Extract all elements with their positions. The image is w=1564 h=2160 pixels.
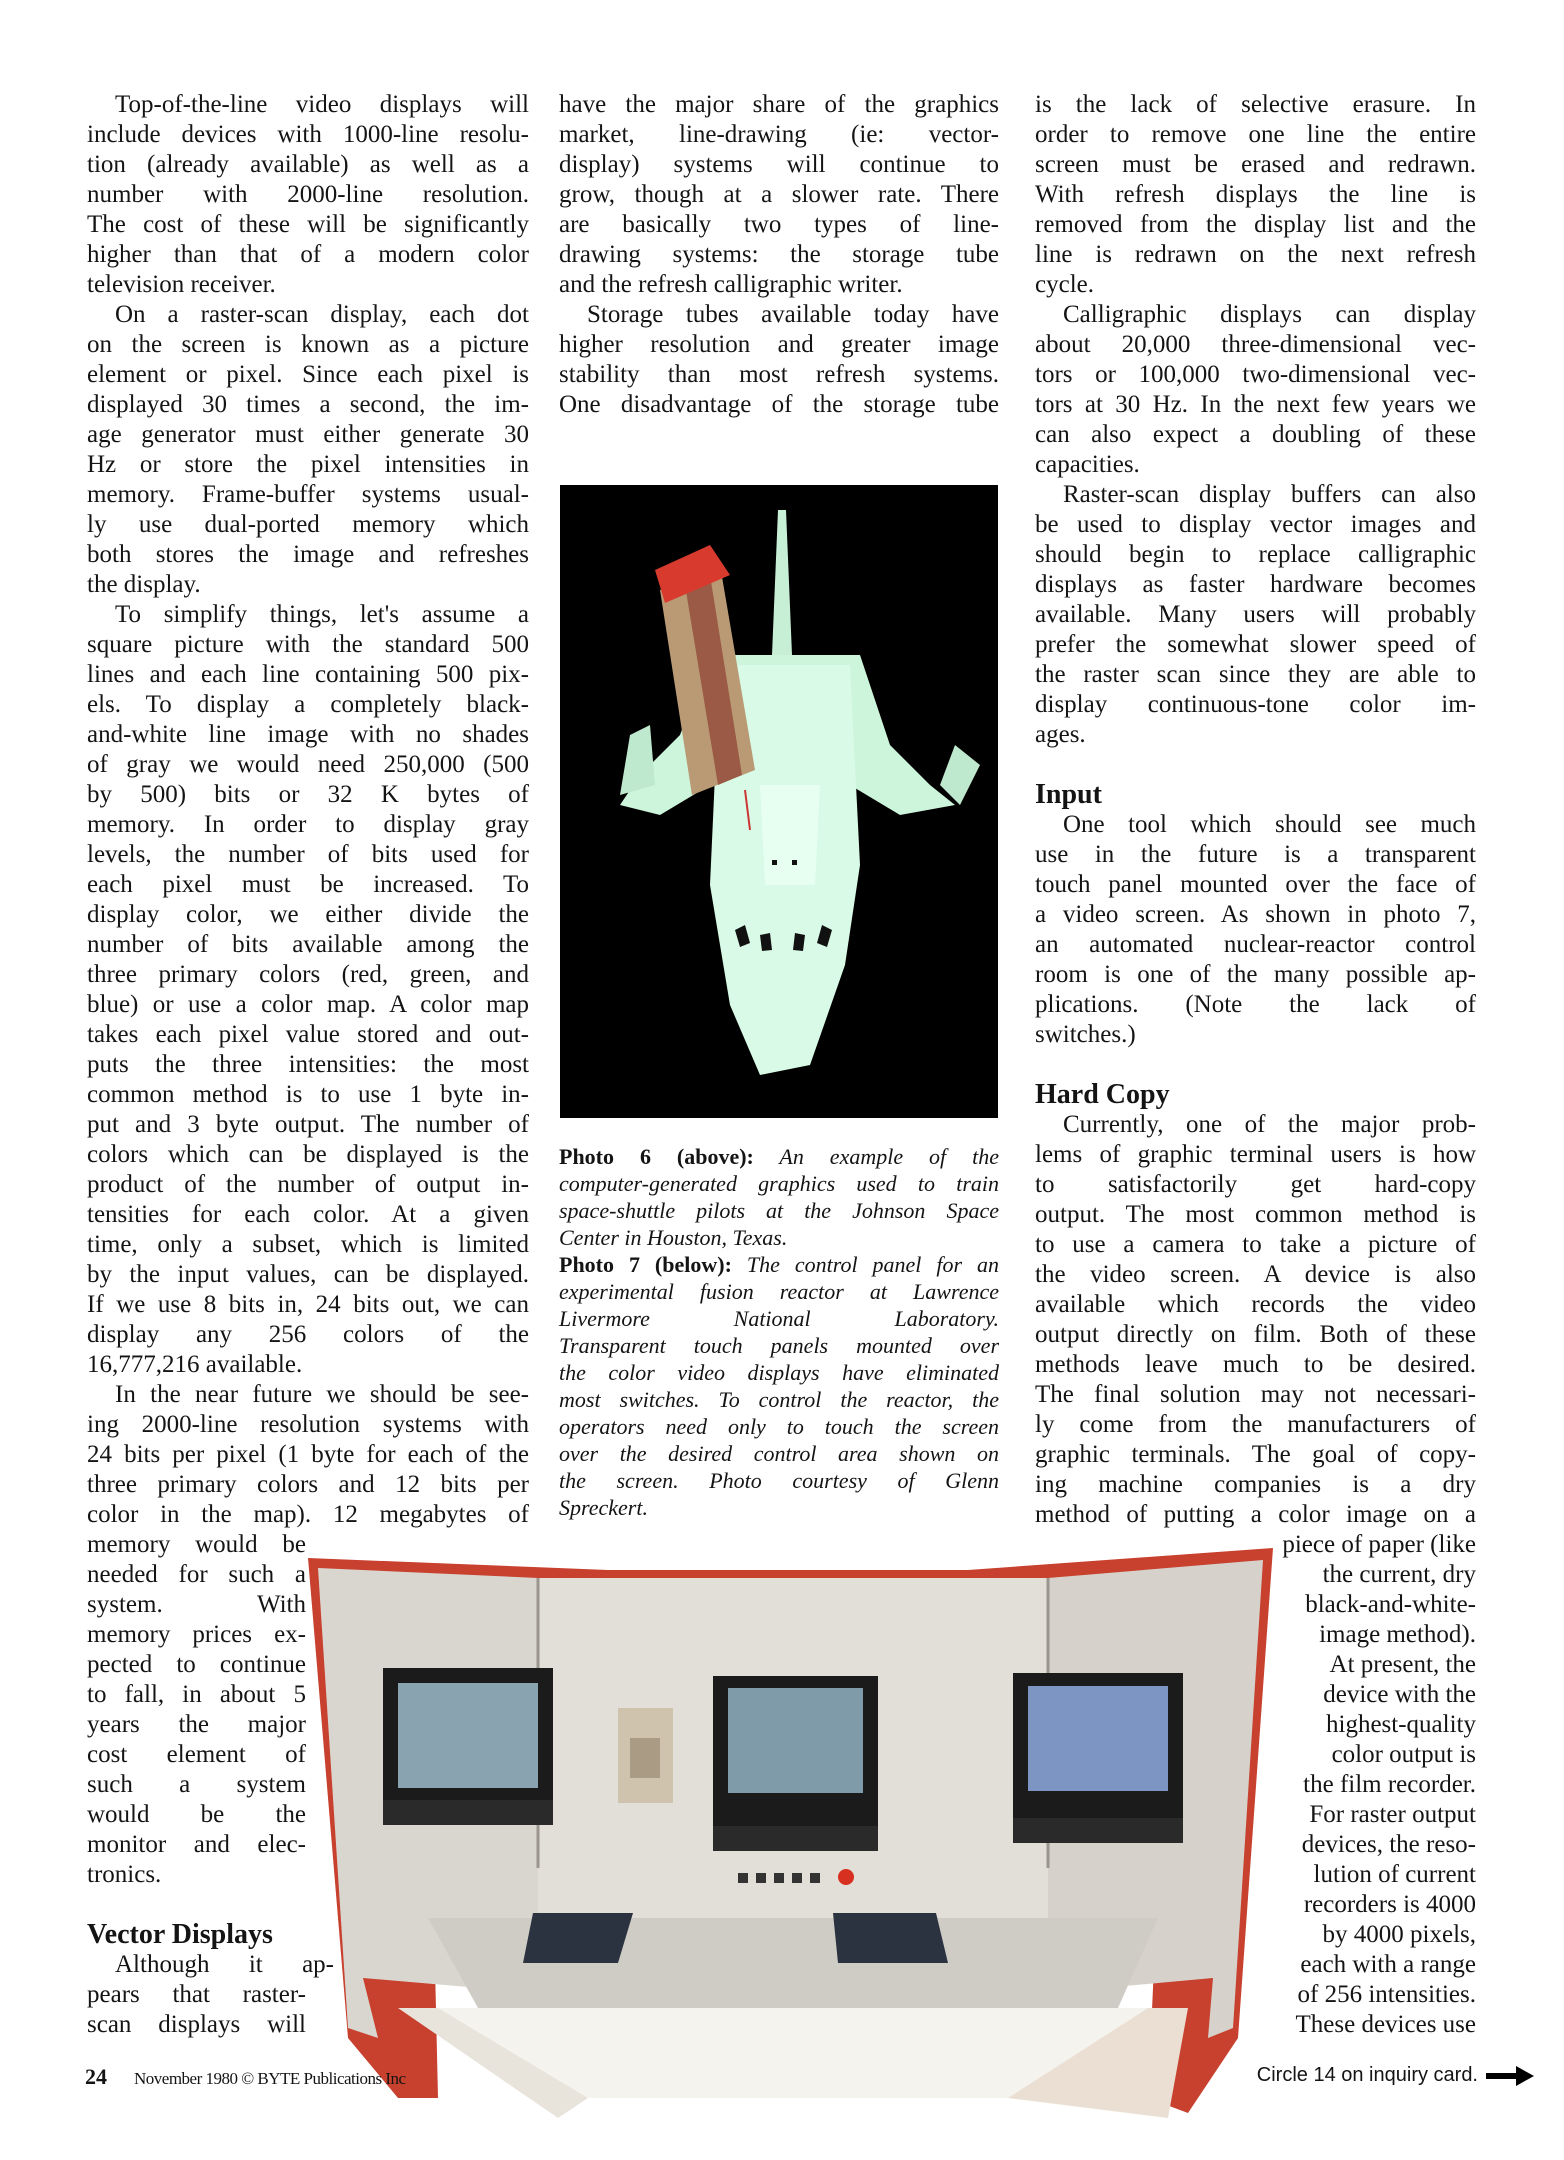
- paragraph-line: use in the future is a transparent: [1035, 841, 1476, 868]
- paragraph-line: room is one of the many possible ap-: [1035, 961, 1476, 988]
- caption-line: [559, 1440, 999, 1467]
- paragraph-line: color in the map). 12 megabytes of: [87, 1501, 529, 1528]
- paragraph-line: ing machine companies is a dry: [1035, 1471, 1476, 1498]
- paragraph-line: For raster output: [1309, 1801, 1476, 1828]
- caption-line: [559, 1332, 999, 1359]
- paragraph-line: recorders is 4000: [1303, 1891, 1476, 1918]
- paragraph-line: plications. (Note the lack of: [1035, 991, 1476, 1018]
- photo-7-control-panel: [308, 1538, 1278, 2128]
- inquiry-text: Circle 14 on inquiry card.: [1256, 2064, 1478, 2086]
- paragraph-line: pected to continue: [87, 1651, 306, 1678]
- paragraph-line: such a system: [87, 1771, 306, 1798]
- paragraph-line: on the screen is known as a picture: [87, 331, 529, 358]
- paragraph-line: and-white line image with no shades: [87, 721, 529, 748]
- paragraph-line: puts the three intensities: the most: [87, 1051, 529, 1078]
- paragraph-line: number of bits available among the: [87, 931, 529, 958]
- paragraph-line: needed for such a: [87, 1561, 306, 1588]
- paragraph-line: graphic terminals. The goal of copy-: [1035, 1441, 1476, 1468]
- paragraph-line: an automated nuclear-reactor control: [1035, 931, 1476, 958]
- caption-line: [559, 1386, 999, 1413]
- caption-text: most switches. To control the reactor, the: [559, 1387, 999, 1412]
- caption-line: [559, 1305, 999, 1332]
- paragraph-line: number with 2000-line resolution.: [87, 181, 529, 208]
- paragraph-line: The final solution may not necessari-: [1035, 1381, 1476, 1408]
- paragraph-line: If we use 8 bits in, 24 bits out, we can: [87, 1291, 529, 1318]
- paragraph-line: available. Many users will probably: [1035, 601, 1476, 628]
- paragraph-line: Raster-scan display buffers can also: [1063, 481, 1476, 508]
- photo-caption: [559, 1143, 999, 1521]
- caption-text: Livermore National Laboratory.: [559, 1306, 999, 1331]
- section-heading: Hard Copy: [1035, 1079, 1170, 1110]
- paragraph-line: tors or 100,000 two-dimensional vec-: [1035, 361, 1476, 388]
- paragraph-line: Currently, one of the major prob-: [1063, 1111, 1476, 1138]
- paragraph-line: the display.: [87, 571, 201, 598]
- paragraph-line: a video screen. As shown in photo 7,: [1035, 901, 1476, 928]
- publication-info: November 1980 © BYTE Publications Inc: [134, 2069, 406, 2088]
- paragraph-line: switches.): [1035, 1021, 1136, 1048]
- paragraph-line: by 500) bits or 32 K bytes of: [87, 781, 529, 808]
- paragraph-line: Calligraphic displays can display: [1063, 301, 1476, 328]
- paragraph-line: memory. Frame-buffer systems usual-: [87, 481, 529, 508]
- paragraph-line: Storage tubes available today have: [587, 301, 999, 328]
- caption-text: the screen. Photo courtesy of Glenn: [559, 1468, 999, 1493]
- paragraph-line: At present, the: [1329, 1651, 1476, 1678]
- paragraph-line: the film recorder.: [1303, 1771, 1476, 1798]
- paragraph-line: have the major share of the graphics: [559, 91, 999, 118]
- paragraph-line: touch panel mounted over the face of: [1035, 871, 1476, 898]
- paragraph-line: In the near future we should be see-: [115, 1381, 529, 1408]
- paragraph-line: tion (already available) as well as a: [87, 151, 529, 178]
- paragraph-line: capacities.: [1035, 451, 1140, 478]
- paragraph-line: These devices use: [1295, 2011, 1476, 2038]
- caption-label: Photo 6 (above):: [559, 1144, 754, 1169]
- paragraph-line: memory. In order to display gray: [87, 811, 529, 838]
- paragraph-line: the video screen. A device is also: [1035, 1261, 1476, 1288]
- caption-line: [559, 1494, 999, 1521]
- paragraph-line: devices, the reso-: [1301, 1831, 1476, 1858]
- paragraph-line: displayed 30 times a second, the im-: [87, 391, 529, 418]
- paragraph-line: device with the: [1323, 1681, 1476, 1708]
- paragraph-line: would be the: [87, 1801, 306, 1828]
- paragraph-line: cost element of: [87, 1741, 306, 1768]
- paragraph-line: by 4000 pixels,: [1322, 1921, 1476, 1948]
- paragraph-line: age generator must either generate 30: [87, 421, 529, 448]
- caption-text: Center in Houston, Texas.: [559, 1225, 788, 1250]
- paragraph-line: Although it ap-: [115, 1951, 334, 1978]
- paragraph-line: output directly on film. Both of these: [1035, 1321, 1476, 1348]
- paragraph-line: lution of current: [1313, 1861, 1476, 1888]
- paragraph-line: levels, the number of bits used for: [87, 841, 529, 868]
- caption-line: [559, 1467, 999, 1494]
- paragraph-line: each with a range: [1300, 1951, 1476, 1978]
- paragraph-line: should begin to replace calligraphic: [1035, 541, 1476, 568]
- paragraph-line: color output is: [1331, 1741, 1476, 1768]
- paragraph-line: and the refresh calligraphic writer.: [559, 271, 903, 298]
- paragraph-line: the current, dry: [1322, 1561, 1476, 1588]
- paragraph-line: lems of graphic terminal users is how: [1035, 1141, 1476, 1168]
- paragraph-line: are basically two types of line-: [559, 211, 999, 238]
- paragraph-line: image method).: [1319, 1621, 1476, 1648]
- caption-line: [559, 1251, 999, 1278]
- paragraph-line: With refresh displays the line is: [1035, 181, 1476, 208]
- caption-line: [559, 1278, 999, 1305]
- caption-line: [559, 1143, 999, 1170]
- paragraph-line: grow, though at a slower rate. There: [559, 181, 999, 208]
- paragraph-line: cycle.: [1035, 271, 1094, 298]
- paragraph-line: On a raster-scan display, each dot: [115, 301, 529, 328]
- paragraph-line: black-and-white-: [1305, 1591, 1476, 1618]
- paragraph-line: tronics.: [87, 1861, 162, 1888]
- paragraph-line: lines and each line containing 500 pix-: [87, 661, 529, 688]
- caption-text: experimental fusion reactor at Lawrence: [559, 1279, 999, 1304]
- paragraph-line: removed from the display list and the: [1035, 211, 1476, 238]
- paragraph-line: ages.: [1035, 721, 1086, 748]
- paragraph-line: higher than that of a modern color: [87, 241, 529, 268]
- caption-label: Photo 7 (below):: [559, 1252, 732, 1277]
- paragraph-line: drawing systems: the storage tube: [559, 241, 999, 268]
- paragraph-line: stability than most refresh systems.: [559, 361, 999, 388]
- paragraph-line: ly use dual-ported memory which: [87, 511, 529, 538]
- paragraph-line: common method is to use 1 byte in-: [87, 1081, 529, 1108]
- caption-text: Spreckert.: [559, 1495, 648, 1520]
- paragraph-line: tensities for each color. At a given: [87, 1201, 529, 1228]
- caption-text: space-shuttle pilots at the Johnson Space: [559, 1198, 999, 1223]
- paragraph-line: displays as faster hardware becomes: [1035, 571, 1476, 598]
- text-column-2: [559, 90, 999, 420]
- paragraph-line: 24 bits per pixel (1 byte for each of the: [87, 1441, 529, 1468]
- paragraph-line: highest-quality: [1326, 1711, 1476, 1738]
- paragraph-line: Top-of-the-line video displays will: [115, 91, 529, 118]
- caption-line: [559, 1170, 999, 1197]
- paragraph-line: three primary colors (red, green, and: [87, 961, 529, 988]
- reactor-control-console-graphic: [308, 1538, 1278, 2128]
- paragraph-line: by the input values, can be displayed.: [87, 1261, 529, 1288]
- inquiry-note: [1257, 2064, 1534, 2087]
- caption-text: operators need only to touch the screen: [559, 1414, 999, 1439]
- spacer: [1035, 1050, 1476, 1080]
- paragraph-line: output. The most common method is: [1035, 1201, 1476, 1228]
- paragraph-line: is the lack of selective erasure. In: [1035, 91, 1476, 118]
- caption-text: computer-generated graphics used to train: [559, 1171, 999, 1196]
- paragraph-line: scan displays will: [87, 2011, 306, 2038]
- caption-text: An example of the: [753, 1144, 999, 1169]
- paragraph-line: piece of paper (like: [1282, 1531, 1476, 1558]
- photo-6-space-shuttle: [560, 485, 998, 1118]
- paragraph-line: pears that raster-: [87, 1981, 306, 2008]
- paragraph-line: each pixel must be increased. To: [87, 871, 529, 898]
- paragraph-line: put and 3 byte output. The number of: [87, 1111, 529, 1138]
- caption-text: The control panel for an: [731, 1252, 999, 1277]
- paragraph-line: method of putting a color image on a: [1035, 1501, 1476, 1528]
- paragraph-line: prefer the somewhat slower speed of: [1035, 631, 1476, 658]
- paragraph-line: line is redrawn on the next refresh: [1035, 241, 1476, 268]
- paragraph-line: display any 256 colors of the: [87, 1321, 529, 1348]
- paragraph-line: to use a camera to take a picture of: [1035, 1231, 1476, 1258]
- paragraph-line: television receiver.: [87, 271, 276, 298]
- paragraph-line: Hz or store the pixel intensities in: [87, 451, 529, 478]
- paragraph-line: To simplify things, let's assume a: [115, 601, 529, 628]
- paragraph-line: element or pixel. Since each pixel is: [87, 361, 529, 388]
- paragraph-line: be used to display vector images and: [1035, 511, 1476, 538]
- paragraph-line: display color, we either divide the: [87, 901, 529, 928]
- right-arrow-icon: [1486, 2066, 1534, 2086]
- paragraph-line: One disadvantage of the storage tube: [559, 391, 999, 418]
- page-footer-left: [85, 2064, 406, 2090]
- paragraph-line: can also expect a doubling of these: [1035, 421, 1476, 448]
- caption-line: [559, 1197, 999, 1224]
- section-heading: Vector Displays: [87, 1919, 273, 1950]
- caption-line: [559, 1359, 999, 1386]
- page-number: 24: [85, 2064, 107, 2089]
- paragraph-line: display) systems will continue to: [559, 151, 999, 178]
- paragraph-line: els. To display a completely black-: [87, 691, 529, 718]
- paragraph-line: memory prices ex-: [87, 1621, 306, 1648]
- paragraph-line: of gray we would need 250,000 (500: [87, 751, 529, 778]
- paragraph-line: to satisfactorily get hard-copy: [1035, 1171, 1476, 1198]
- spacer: [1035, 750, 1476, 780]
- paragraph-line: both stores the image and refreshes: [87, 541, 529, 568]
- caption-line: [559, 1413, 999, 1440]
- paragraph-line: to fall, in about 5: [87, 1681, 306, 1708]
- paragraph-line: takes each pixel value stored and out-: [87, 1021, 529, 1048]
- paragraph-line: blue) or use a color map. A color map: [87, 991, 529, 1018]
- paragraph-line: 16,777,216 available.: [87, 1351, 303, 1378]
- paragraph-line: ing 2000-line resolution systems with: [87, 1411, 529, 1438]
- paragraph-line: methods leave much to be desired.: [1035, 1351, 1476, 1378]
- caption-text: the color video displays have eliminated: [559, 1360, 999, 1385]
- paragraph-line: available which records the video: [1035, 1291, 1476, 1318]
- paragraph-line: ly come from the manufacturers of: [1035, 1411, 1476, 1438]
- caption-line: [559, 1224, 999, 1251]
- paragraph-line: order to remove one line the entire: [1035, 121, 1476, 148]
- paragraph-line: product of the number of output in-: [87, 1171, 529, 1198]
- paragraph-line: square picture with the standard 500: [87, 631, 529, 658]
- paragraph-line: three primary colors and 12 bits per: [87, 1471, 529, 1498]
- space-shuttle-graphic: [560, 485, 998, 1118]
- paragraph-line: system. With: [87, 1591, 306, 1618]
- paragraph-line: include devices with 1000-line resolu-: [87, 121, 529, 148]
- paragraph-line: years the major: [87, 1711, 306, 1738]
- paragraph-line: display continuous-tone color im-: [1035, 691, 1476, 718]
- paragraph-line: about 20,000 three-dimensional vec-: [1035, 331, 1476, 358]
- paragraph-line: higher resolution and greater image: [559, 331, 999, 358]
- paragraph-line: screen must be erased and redrawn.: [1035, 151, 1476, 178]
- paragraph-line: market, line-drawing (ie: vector-: [559, 121, 999, 148]
- caption-text: Transparent touch panels mounted over: [559, 1333, 999, 1358]
- caption-text: over the desired control area shown on: [559, 1441, 999, 1466]
- section-heading: Input: [1035, 779, 1102, 810]
- paragraph-line: tors at 30 Hz. In the next few years we: [1035, 391, 1476, 418]
- paragraph-line: the raster scan since they are able to: [1035, 661, 1476, 688]
- paragraph-line: monitor and elec-: [87, 1831, 306, 1858]
- paragraph-line: time, only a subset, which is limited: [87, 1231, 529, 1258]
- paragraph-line: colors which can be displayed is the: [87, 1141, 529, 1168]
- paragraph-line: One tool which should see much: [1063, 811, 1476, 838]
- paragraph-line: The cost of these will be significantly: [87, 211, 529, 238]
- paragraph-line: of 256 intensities.: [1297, 1981, 1476, 2008]
- paragraph-line: memory would be: [87, 1531, 306, 1558]
